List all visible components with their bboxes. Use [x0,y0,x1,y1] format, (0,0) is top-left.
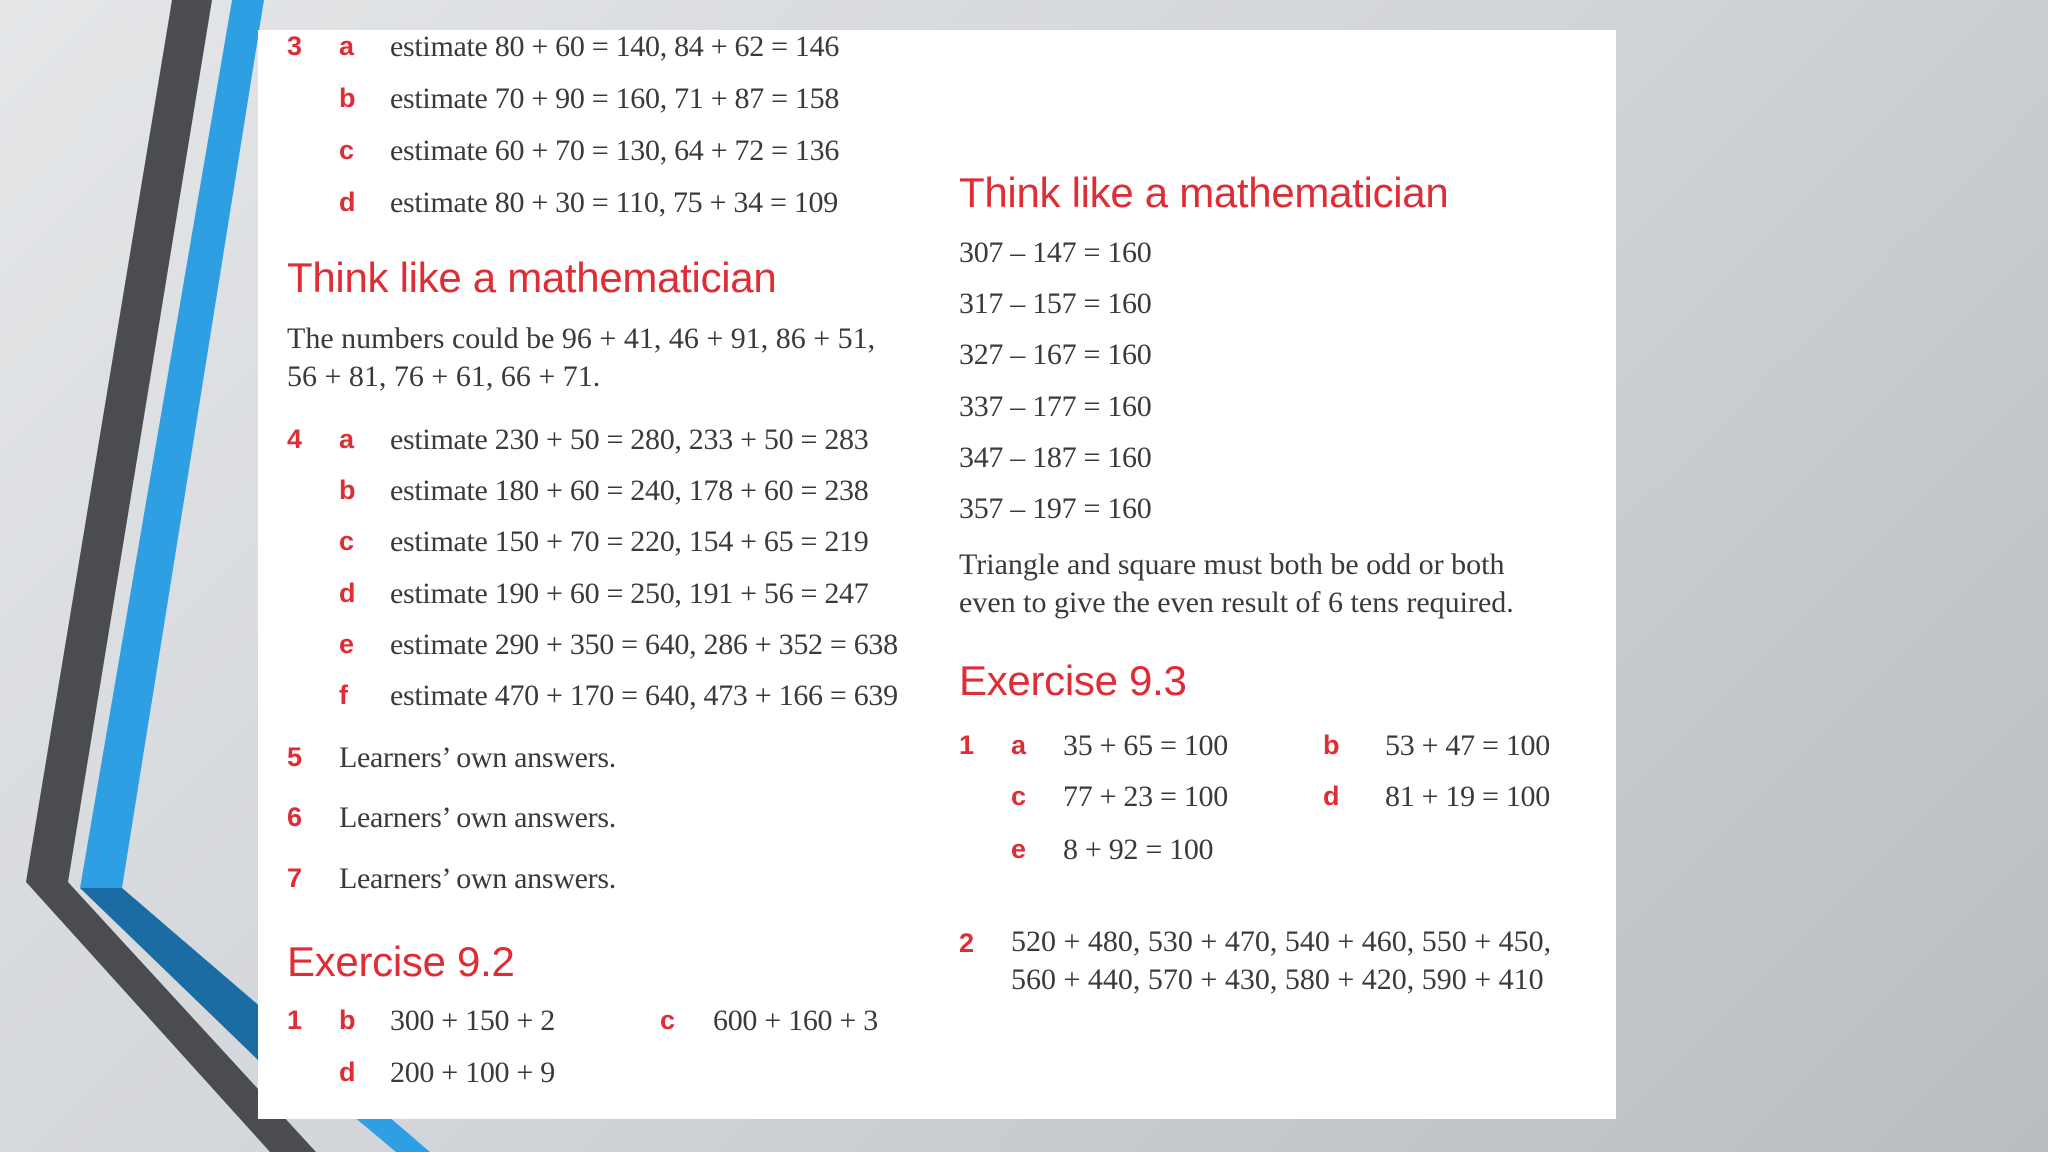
equation: 327 – 167 = 160 [959,338,1152,371]
answer-sheet [258,30,1616,1119]
question-number: 2 [959,928,975,958]
paragraph-line: 56 + 81, 76 + 61, 66 + 71. [287,360,601,393]
item-text: estimate 190 + 60 = 250, 191 + 56 = 247 [390,577,869,610]
item-text: estimate 80 + 30 = 110, 75 + 34 = 109 [390,186,838,219]
question-number: 6 [287,802,303,832]
item-text: estimate 180 + 60 = 240, 178 + 60 = 238 [390,474,869,507]
item-letter: d [339,578,356,608]
item-text: 53 + 47 = 100 [1385,729,1550,762]
think-paragraph-right [959,546,1514,622]
item-letter: c [339,135,355,165]
think-heading-left: Think like a mathematician [287,254,777,301]
item-text: estimate 80 + 60 = 140, 84 + 62 = 146 [390,30,840,63]
item-letter: b [339,475,356,505]
item-letter: d [339,187,356,217]
item-letter: c [1011,781,1027,811]
question-2-answer [1011,923,1551,999]
paragraph-line: 560 + 440, 570 + 430, 580 + 420, 590 + 410 [1011,963,1544,996]
item-text: 77 + 23 = 100 [1063,780,1228,813]
item-letter: b [1323,730,1340,760]
item-letter: e [1011,834,1027,864]
item-text: estimate 60 + 70 = 130, 64 + 72 = 136 [390,134,840,167]
item-text: 200 + 100 + 9 [390,1056,555,1089]
item-text: 81 + 19 = 100 [1385,780,1550,813]
question-number: 4 [287,424,303,454]
equation: 347 – 187 = 160 [959,441,1152,474]
item-letter: a [1011,730,1027,760]
exercise-9-2-heading: Exercise 9.2 [287,938,515,985]
paragraph-line: The numbers could be 96 + 41, 46 + 91, 86 + 51, [287,322,876,355]
item-letter: c [339,526,355,556]
item-letter: d [1323,781,1340,811]
item-text: estimate 70 + 90 = 160, 71 + 87 = 158 [390,82,840,115]
equation: 337 – 177 = 160 [959,390,1152,423]
item-letter: c [660,1005,676,1035]
left-column [258,30,938,1119]
exercise-9-3-heading: Exercise 9.3 [959,657,1187,704]
item-text: 600 + 160 + 3 [713,1004,878,1037]
question-number: 5 [287,742,303,772]
paragraph-line: even to give the even result of 6 tens required. [959,586,1514,619]
think-paragraph-left [287,320,875,396]
paragraph-line: Triangle and square must both be odd or both [959,548,1505,581]
item-letter: e [339,629,355,659]
item-text: estimate 470 + 170 = 640, 473 + 166 = 639 [390,679,898,712]
item-text: Learners’ own answers. [339,741,616,774]
item-text: 8 + 92 = 100 [1063,833,1214,866]
equation: 307 – 147 = 160 [959,236,1152,269]
item-text: 300 + 150 + 2 [390,1004,555,1037]
item-letter: a [339,31,355,61]
item-text: estimate 290 + 350 = 640, 286 + 352 = 638 [390,628,898,661]
think-heading-right: Think like a mathematician [959,169,1449,216]
question-number: 3 [287,31,303,61]
item-text: estimate 230 + 50 = 280, 233 + 50 = 283 [390,423,869,456]
item-text: Learners’ own answers. [339,862,616,895]
right-column [948,30,1608,1119]
question-number: 1 [287,1005,303,1035]
item-text: estimate 150 + 70 = 220, 154 + 65 = 219 [390,525,869,558]
item-text: Learners’ own answers. [339,801,616,834]
item-letter: a [339,424,355,454]
item-text: 35 + 65 = 100 [1063,729,1228,762]
question-number: 7 [287,863,303,893]
item-letter: b [339,1005,356,1035]
item-letter: d [339,1057,356,1087]
question-number: 1 [959,730,975,760]
equation: 317 – 157 = 160 [959,287,1152,320]
equation: 357 – 197 = 160 [959,492,1152,525]
item-letter: b [339,83,356,113]
item-letter: f [339,680,348,710]
paragraph-line: 520 + 480, 530 + 470, 540 + 460, 550 + 450, [1011,925,1552,958]
